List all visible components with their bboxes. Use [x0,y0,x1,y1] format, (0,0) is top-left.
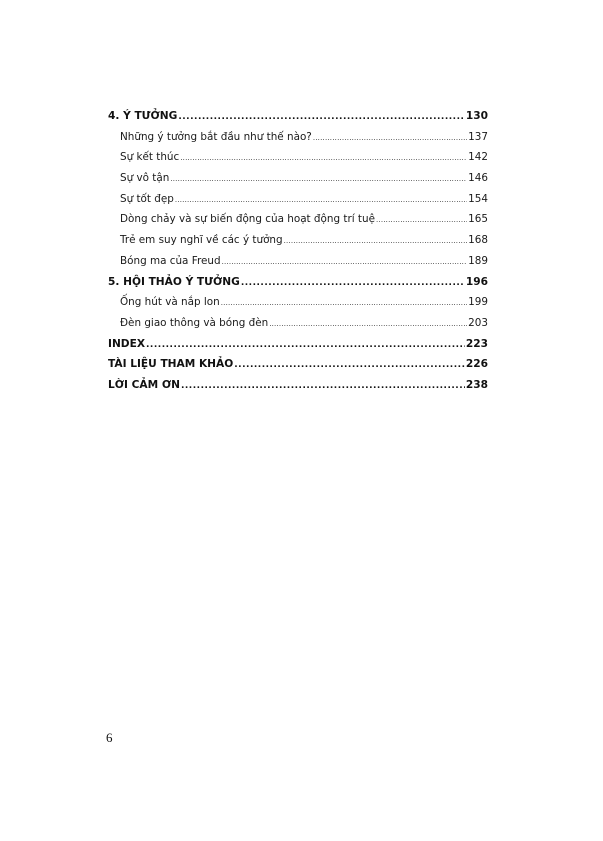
toc-entry-title: Sự tốt đẹp [120,192,174,205]
toc-entry[interactable] [108,334,488,355]
toc-entry-title: Ống hút và nắp lon [120,296,220,309]
toc-entry[interactable] [108,209,488,230]
dot-leader [284,231,468,252]
dot-leader [221,293,467,314]
dot-leader [269,314,467,335]
toc-entry-title: INDEX [108,337,146,350]
toc-entry-page: 168 [468,234,488,247]
toc-entry-title: TÀI LIỆU THAM KHẢO [108,358,234,371]
toc-entry[interactable] [108,230,488,251]
page-number: 6 [106,730,113,745]
dot-leader [234,355,465,376]
toc-entry-title: Dòng chảy và sự biến động của hoạt động trí tuệ [120,213,375,226]
dot-leader [376,210,467,231]
toc-entry-page: 223 [465,337,488,350]
dot-leader [241,273,465,294]
dot-leader [180,148,467,169]
toc-entry-title: 5. HỘI THẢO Ý TƯỞNG [108,275,240,288]
toc-entry-page: 142 [468,151,488,164]
toc-entry[interactable] [108,147,488,168]
toc-entry-page: 226 [465,358,488,371]
toc-entry-page: 196 [465,275,488,288]
toc-entry-title: Bóng ma của Freud [120,254,221,267]
toc-entry-title: Trẻ em suy nghĩ về các ý tưởng [120,234,283,247]
dot-leader [222,252,468,273]
toc-entry[interactable] [108,375,488,396]
toc-entry-title: Những ý tưởng bắt đầu như thế nào? [120,130,312,143]
toc-entry-page: 199 [468,296,488,309]
dot-leader [146,335,465,356]
toc-entry[interactable] [108,354,488,375]
toc-entry[interactable] [108,189,488,210]
dot-leader [178,107,465,128]
toc-entry-page: 146 [468,172,488,185]
toc-entry-page: 130 [465,110,488,122]
toc-entry[interactable] [108,106,488,127]
toc-entry[interactable] [108,292,488,313]
dot-leader [175,190,467,211]
toc-entry[interactable] [108,127,488,148]
toc-entry-page: 203 [468,316,488,329]
toc-entry[interactable] [108,313,488,334]
dot-leader [181,376,465,397]
toc-entry-title: Sự kết thúc [120,151,180,164]
toc-entry-page: 238 [465,378,488,391]
toc-entry-title: Sự vô tận [120,172,170,185]
toc-entry-page: 189 [468,254,488,267]
toc-entry[interactable] [108,168,488,189]
dot-leader [313,128,467,149]
table-of-contents [108,106,488,396]
toc-entry-page: 165 [468,213,488,226]
dot-leader [170,169,467,190]
toc-entry[interactable] [108,251,488,272]
toc-entry-title: LỜI CẢM ƠN [108,378,180,391]
toc-entry-page: 154 [468,192,488,205]
toc-entry[interactable] [108,272,488,293]
toc-entry-title: Đèn giao thông và bóng đèn [120,316,269,329]
toc-entry-page: 137 [468,130,488,143]
toc-entry-title: 4. Ý TƯỞNG [108,110,178,122]
